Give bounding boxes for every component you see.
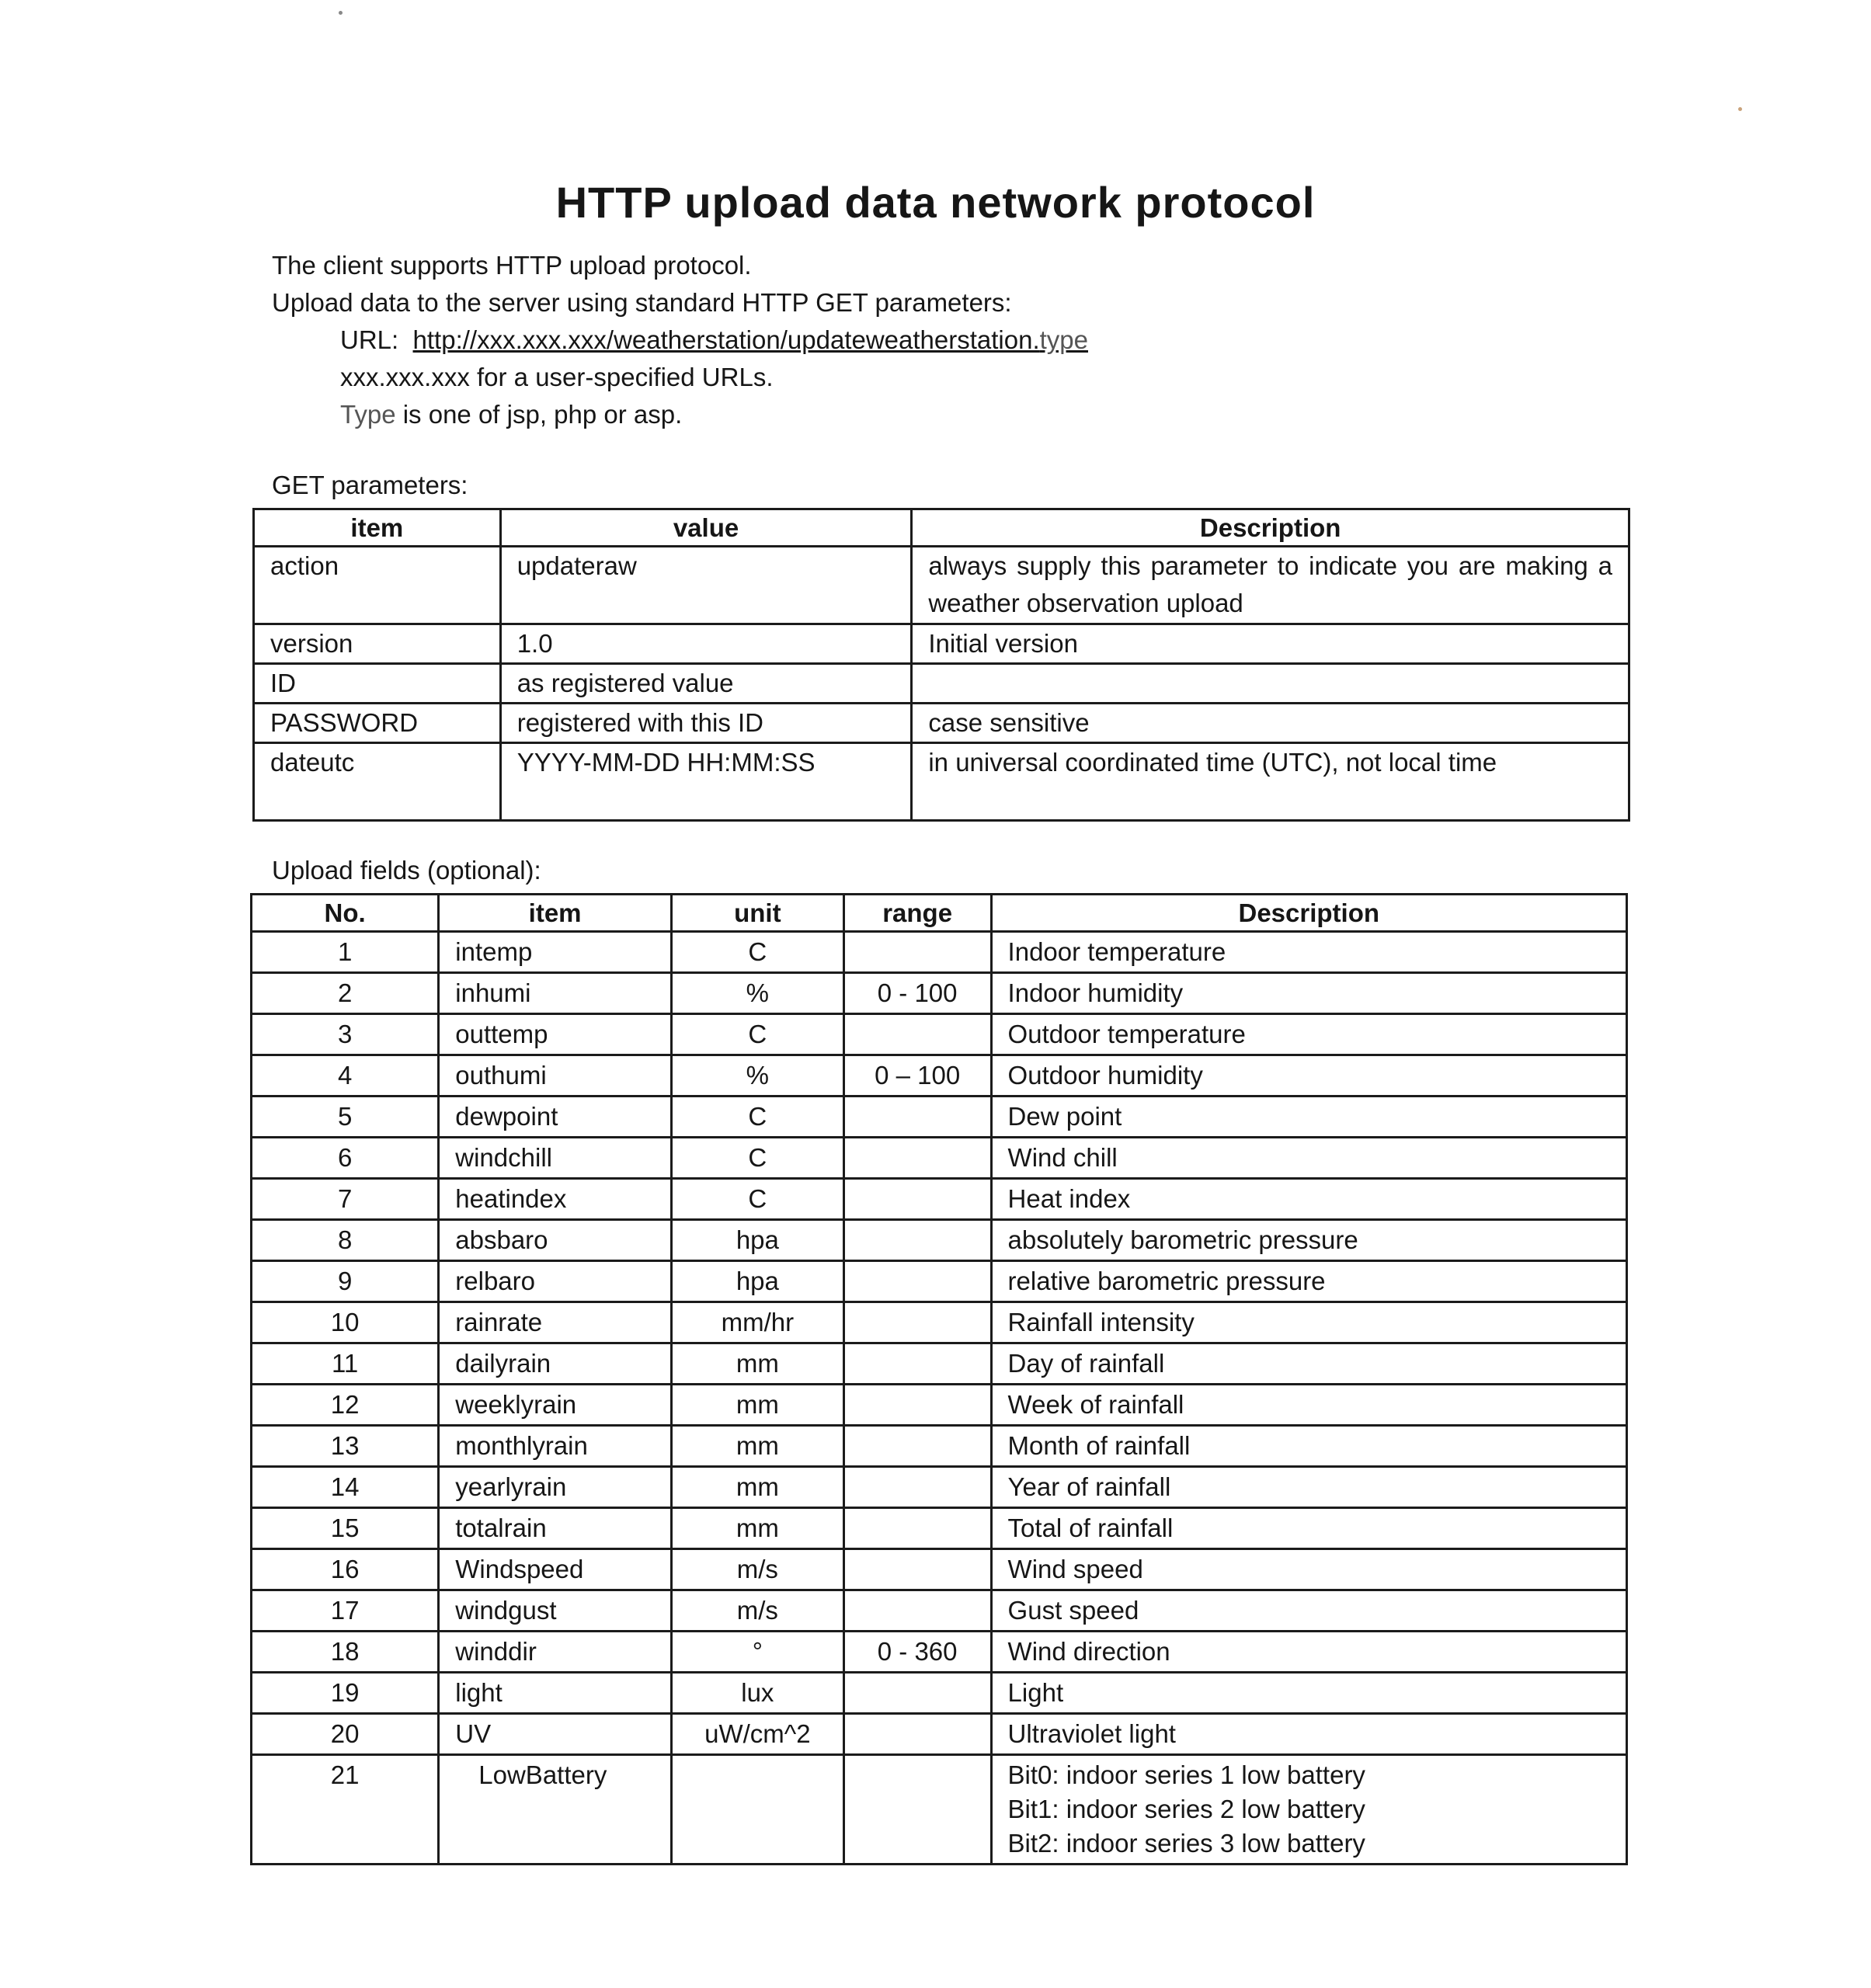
table-row: [252, 1385, 1627, 1426]
field-unit: mm: [671, 1385, 843, 1426]
field-description: Rainfall intensity: [991, 1302, 1626, 1343]
field-no: 6: [252, 1138, 439, 1179]
column-header-item: item: [439, 895, 672, 932]
field-no: 17: [252, 1590, 439, 1632]
field-item: yearlyrain: [439, 1467, 672, 1508]
field-unit: m/s: [671, 1590, 843, 1632]
field-description: Indoor temperature: [991, 932, 1626, 973]
table-row: [252, 1261, 1627, 1302]
field-item: dailyrain: [439, 1343, 672, 1385]
scan-speck: [1738, 107, 1742, 111]
field-unit: uW/cm^2: [671, 1714, 843, 1755]
table-row: [252, 1302, 1627, 1343]
field-item: windchill: [439, 1138, 672, 1179]
param-description: always supply this parameter to indicate you are making a weather observation upload: [912, 547, 1629, 624]
upload-fields-label: Upload fields (optional):: [272, 856, 541, 885]
field-no: 15: [252, 1508, 439, 1549]
battery-bit-0: Bit0: indoor series 1 low battery: [1007, 1760, 1365, 1789]
url-extension: type: [1039, 325, 1088, 354]
field-no: 13: [252, 1426, 439, 1467]
field-range: [843, 1343, 991, 1385]
field-range: [843, 1302, 991, 1343]
field-item: absbaro: [439, 1220, 672, 1261]
field-description: Gust speed: [991, 1590, 1626, 1632]
field-no: 1: [252, 932, 439, 973]
field-range: [843, 1755, 991, 1865]
table-row: [252, 1549, 1627, 1590]
field-description: Year of rainfall: [991, 1467, 1626, 1508]
table-row: [252, 1179, 1627, 1220]
field-range: [843, 1385, 991, 1426]
param-description: in universal coordinated time (UTC), not local time: [912, 743, 1629, 821]
field-description: Dew point: [991, 1097, 1626, 1138]
table-row: [252, 1714, 1627, 1755]
param-description: [912, 664, 1629, 704]
field-no: 18: [252, 1632, 439, 1673]
url-note: xxx.xxx.xxx for a user-specified URLs.: [340, 363, 774, 391]
field-item: intemp: [439, 932, 672, 973]
field-item: totalrain: [439, 1508, 672, 1549]
field-description: [991, 1755, 1626, 1865]
table-row: [254, 664, 1629, 704]
column-header-description: Description: [912, 509, 1629, 547]
param-item: action: [254, 547, 501, 624]
scan-speck: [339, 11, 343, 15]
field-unit: mm: [671, 1508, 843, 1549]
intro-line-1: The client supports HTTP upload protocol.: [272, 251, 752, 280]
field-item: winddir: [439, 1632, 672, 1673]
field-item: UV: [439, 1714, 672, 1755]
field-no: 2: [252, 973, 439, 1014]
field-unit: mm: [671, 1343, 843, 1385]
field-range: [843, 1467, 991, 1508]
field-no: 11: [252, 1343, 439, 1385]
table-row: [252, 1343, 1627, 1385]
field-range: 0 - 100: [843, 973, 991, 1014]
table-row: [252, 1220, 1627, 1261]
table-header-row: [252, 895, 1627, 932]
field-unit: C: [671, 1138, 843, 1179]
table-row: [252, 1590, 1627, 1632]
column-header-range: range: [843, 895, 991, 932]
field-description: Heat index: [991, 1179, 1626, 1220]
field-no: 12: [252, 1385, 439, 1426]
table-row: [252, 1467, 1627, 1508]
field-item: light: [439, 1673, 672, 1714]
param-value: registered with this ID: [500, 704, 912, 743]
type-word: Type: [340, 400, 396, 429]
column-header-description: Description: [991, 895, 1626, 932]
field-range: 0 - 360: [843, 1632, 991, 1673]
field-no: 14: [252, 1467, 439, 1508]
intro-text: [272, 247, 1088, 433]
table-row: [252, 1138, 1627, 1179]
param-item: version: [254, 624, 501, 664]
field-range: [843, 1261, 991, 1302]
table-row: [252, 1426, 1627, 1467]
table-row: [254, 547, 1629, 624]
param-description: Initial version: [912, 624, 1629, 664]
field-item: rainrate: [439, 1302, 672, 1343]
field-no: 7: [252, 1179, 439, 1220]
field-range: [843, 1014, 991, 1055]
battery-bit-2: Bit2: indoor series 3 low battery: [1007, 1829, 1365, 1858]
field-description: Day of rainfall: [991, 1343, 1626, 1385]
param-value: as registered value: [500, 664, 912, 704]
field-unit: C: [671, 1014, 843, 1055]
type-note: [272, 396, 1088, 433]
table-row: [254, 624, 1629, 664]
field-description: Month of rainfall: [991, 1426, 1626, 1467]
field-no: 20: [252, 1714, 439, 1755]
field-no: 9: [252, 1261, 439, 1302]
table-row: [252, 1014, 1627, 1055]
table-row: [252, 973, 1627, 1014]
field-range: [843, 1179, 991, 1220]
field-item: Windspeed: [439, 1549, 672, 1590]
param-description: case sensitive: [912, 704, 1629, 743]
field-description: Indoor humidity: [991, 973, 1626, 1014]
intro-line-2: Upload data to the server using standard HTTP GET parameters:: [272, 288, 1012, 317]
field-item: outtemp: [439, 1014, 672, 1055]
field-range: [843, 1097, 991, 1138]
field-unit: C: [671, 932, 843, 973]
field-unit: C: [671, 1179, 843, 1220]
field-description: Wind direction: [991, 1632, 1626, 1673]
table-row: [252, 1508, 1627, 1549]
field-range: [843, 1220, 991, 1261]
param-item: ID: [254, 664, 501, 704]
field-unit: °: [671, 1632, 843, 1673]
field-no: 8: [252, 1220, 439, 1261]
field-range: [843, 1714, 991, 1755]
field-item: monthlyrain: [439, 1426, 672, 1467]
url-main: http://xxx.xxx.xxx/weatherstation/updateweatherstation.: [412, 325, 1040, 354]
field-item: inhumi: [439, 973, 672, 1014]
table-row: [252, 1055, 1627, 1097]
field-item: windgust: [439, 1590, 672, 1632]
table-row: [252, 1097, 1627, 1138]
field-description: Total of rainfall: [991, 1508, 1626, 1549]
field-unit: %: [671, 1055, 843, 1097]
field-unit: hpa: [671, 1220, 843, 1261]
field-unit: mm: [671, 1426, 843, 1467]
column-header-item: item: [254, 509, 501, 547]
field-unit: %: [671, 973, 843, 1014]
table-row: [252, 932, 1627, 973]
field-no: 3: [252, 1014, 439, 1055]
field-unit: [671, 1755, 843, 1865]
column-header-no: No.: [252, 895, 439, 932]
field-unit: lux: [671, 1673, 843, 1714]
field-description: Light: [991, 1673, 1626, 1714]
column-header-value: value: [500, 509, 912, 547]
field-no: 19: [252, 1673, 439, 1714]
field-no: 5: [252, 1097, 439, 1138]
field-range: [843, 1426, 991, 1467]
field-range: [843, 1549, 991, 1590]
battery-bit-1: Bit1: indoor series 2 low battery: [1007, 1795, 1365, 1823]
url-link[interactable]: [413, 325, 1088, 354]
param-value: updateraw: [500, 547, 912, 624]
field-description: Wind speed: [991, 1549, 1626, 1590]
table-row: [252, 1632, 1627, 1673]
field-unit: C: [671, 1097, 843, 1138]
page-title: HTTP upload data network protocol: [555, 178, 1316, 227]
table-row: [254, 743, 1629, 821]
field-description: Ultraviolet light: [991, 1714, 1626, 1755]
field-description: Wind chill: [991, 1138, 1626, 1179]
field-description: absolutely barometric pressure: [991, 1220, 1626, 1261]
table-row: [254, 704, 1629, 743]
url-label: URL:: [340, 325, 399, 354]
field-no: 4: [252, 1055, 439, 1097]
param-value: 1.0: [500, 624, 912, 664]
field-item: weeklyrain: [439, 1385, 672, 1426]
field-item: outhumi: [439, 1055, 672, 1097]
field-range: 0 – 100: [843, 1055, 991, 1097]
url-line: [272, 321, 1088, 359]
param-item: PASSWORD: [254, 704, 501, 743]
table-header-row: [254, 509, 1629, 547]
field-range: [843, 1673, 991, 1714]
field-range: [843, 1138, 991, 1179]
field-range: [843, 1508, 991, 1549]
field-item: dewpoint: [439, 1097, 672, 1138]
param-value: YYYY-MM-DD HH:MM:SS: [500, 743, 912, 821]
column-header-unit: unit: [671, 895, 843, 932]
field-no: 10: [252, 1302, 439, 1343]
field-description: relative barometric pressure: [991, 1261, 1626, 1302]
field-description: Week of rainfall: [991, 1385, 1626, 1426]
type-note-rest: is one of jsp, php or asp.: [395, 400, 683, 429]
param-item: dateutc: [254, 743, 501, 821]
field-no: 21: [252, 1755, 439, 1865]
field-unit: mm: [671, 1467, 843, 1508]
field-unit: hpa: [671, 1261, 843, 1302]
field-item: LowBattery: [439, 1755, 672, 1865]
table-row: [252, 1755, 1627, 1865]
upload-fields-table: [250, 893, 1628, 1865]
field-unit: mm/hr: [671, 1302, 843, 1343]
field-range: [843, 1590, 991, 1632]
field-item: heatindex: [439, 1179, 672, 1220]
table-row: [252, 1673, 1627, 1714]
field-unit: m/s: [671, 1549, 843, 1590]
field-range: [843, 932, 991, 973]
field-description: Outdoor humidity: [991, 1055, 1626, 1097]
get-parameters-table: [252, 508, 1630, 822]
field-item: relbaro: [439, 1261, 672, 1302]
field-no: 16: [252, 1549, 439, 1590]
get-parameters-label: GET parameters:: [272, 471, 468, 499]
field-description: Outdoor temperature: [991, 1014, 1626, 1055]
